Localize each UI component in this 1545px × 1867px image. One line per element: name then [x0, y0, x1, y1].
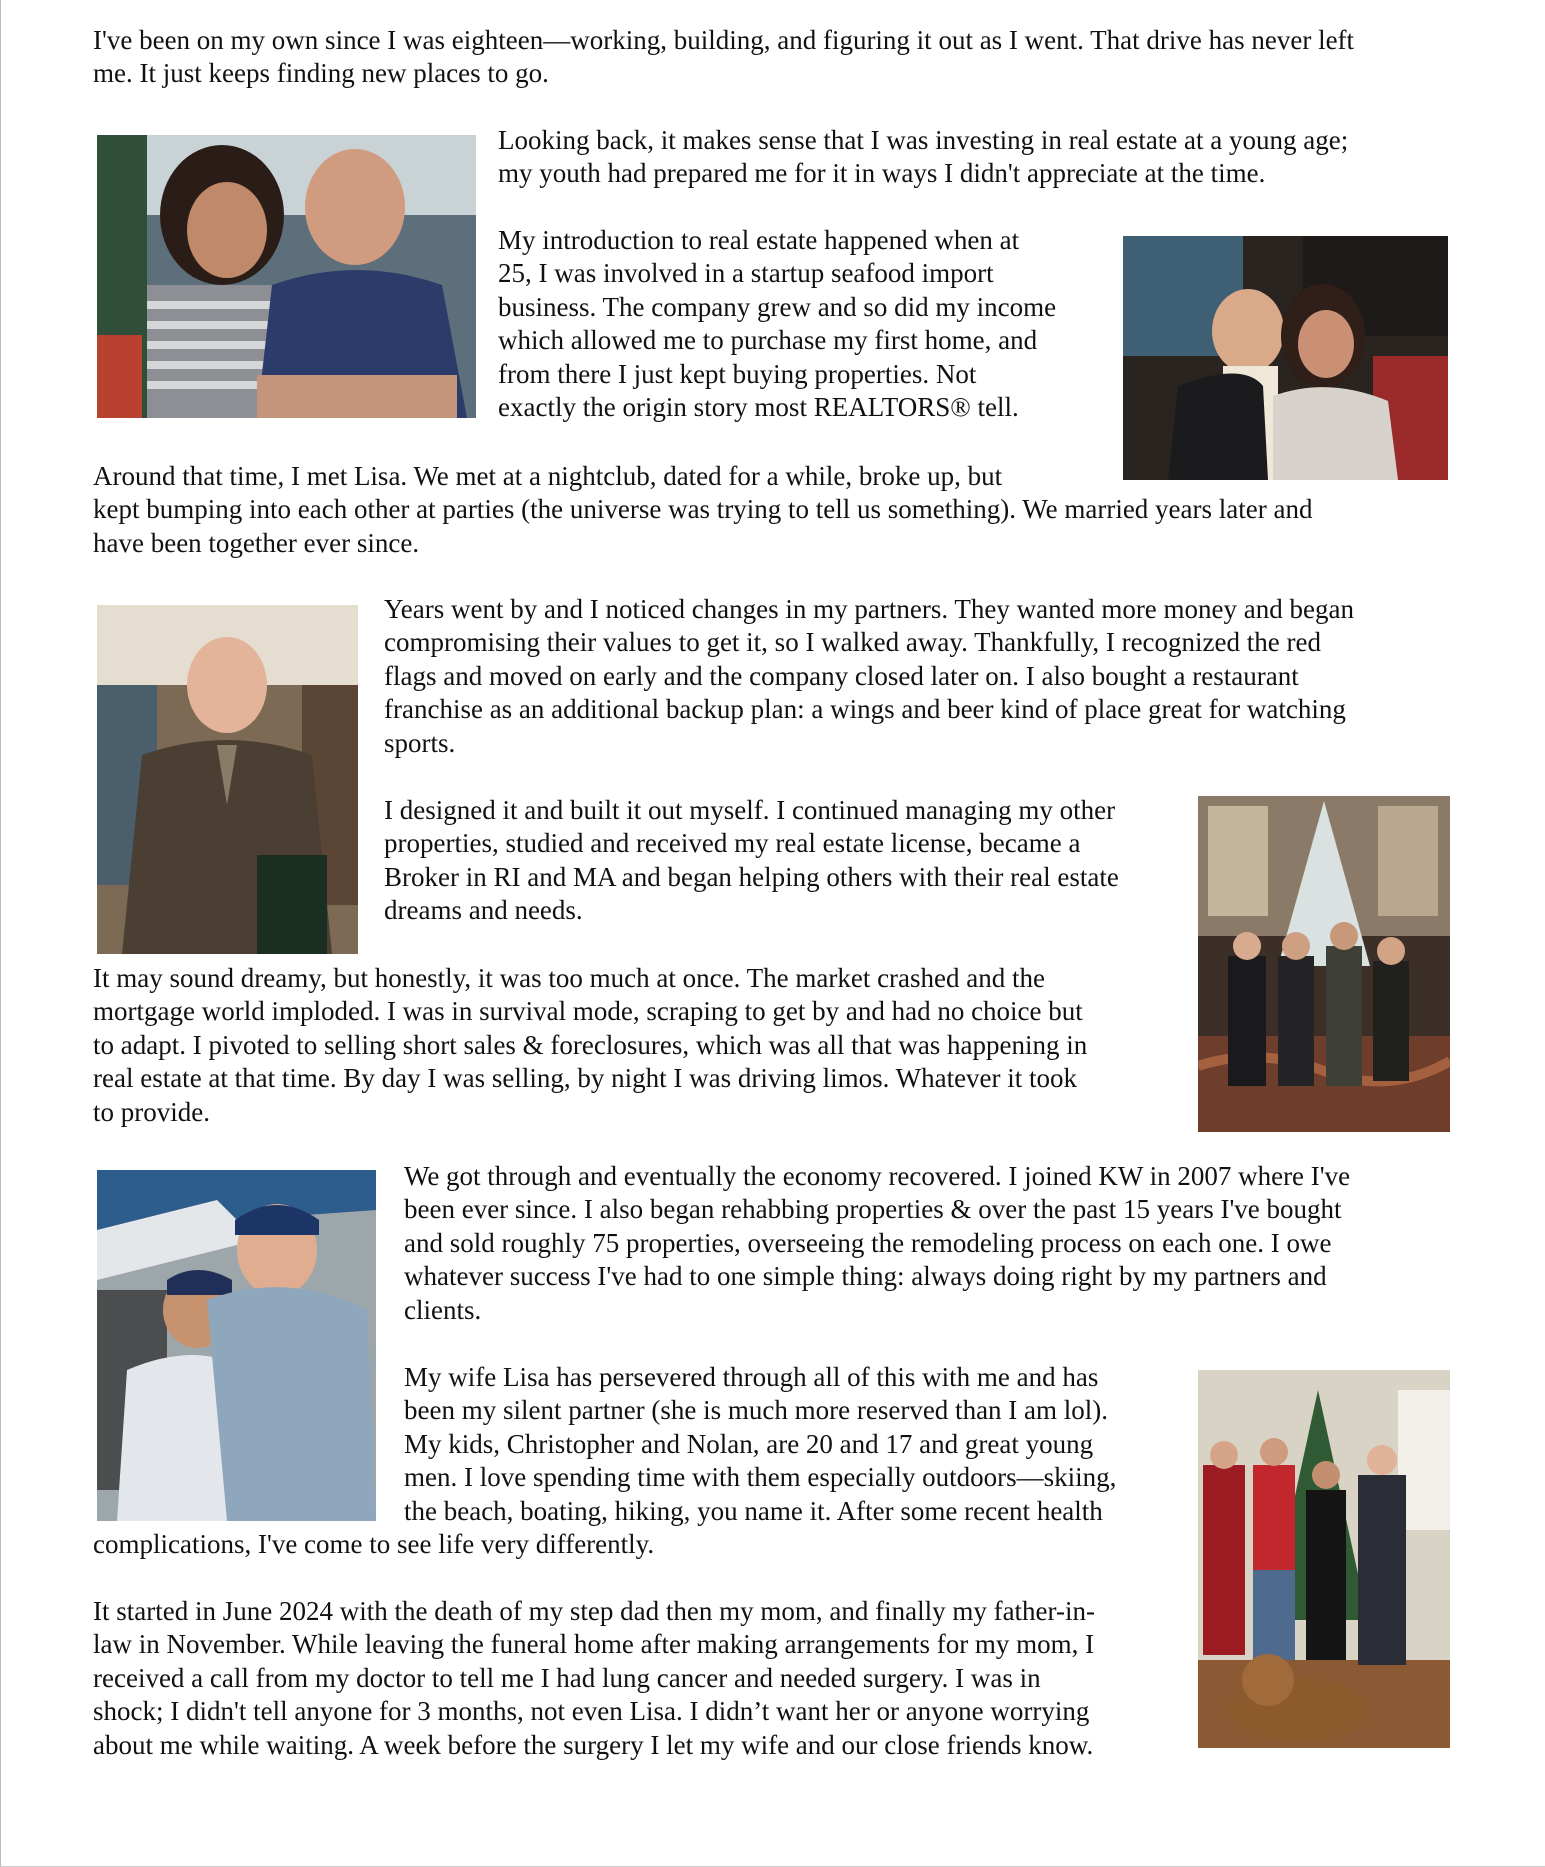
paragraph-market-crashed: It may sound dreamy, but honestly, it was too much at once. The market crashed and the mortgage world imploded. I was in survival mode, scraping to get by and had no choice but to adapt. I pivoted to selling short sales & foreclosures, which was all that was happening in real estate at that time. By day I was selling, by night I was driving limos. Whatever it took to provide. — [93, 963, 1088, 1127]
photo-man-fleece — [97, 605, 358, 954]
photo-family-christmas-home — [1198, 1370, 1450, 1748]
paragraph-met-lisa: Around that time, I met Lisa. We met at a nightclub, dated for a while, broke up, but kept bumping into each other at parties (the universe was trying to tell us something). We married years later and have been together ever since. — [93, 461, 1313, 558]
photo-couple-restaurant — [1123, 236, 1448, 480]
paragraph-economy-recovered: We got through and eventually the economy recovered. I joined KW in 2007 where I've been ever since. I also began rehabbing properties & over the past 15 years I've bought and sold roughly 75 properties, overseeing the remodeling process on each one. I owe whatever success I've had to one simple thing: always doing right by my partners and clients. — [404, 1161, 1351, 1325]
paragraph-own-since-eighteen: I've been on my own since I was eighteen—working, building, and figuring it out as I went. That drive has never left me. It just keeps finding new places to go. — [93, 25, 1355, 89]
paragraph-introduction-real-estate: My introduction to real estate happened when at 25, I was involved in a startup seafood import business. The company grew and so did my income which allowed me to purchase my first home, and from there I just kept buying properties. Not exactly the origin story most REALTORS® tell. — [498, 225, 1057, 423]
paragraph-years-went-by: Years went by and I noticed changes in my partners. They wanted more money and began compromising their values to get it, so I walked away. Thankfully, I recognized the red flags and moved on early and the company closed later on. I also bought a restaurant franchise as an additional backup plan: a wings and beer kind of place great for watching sports. — [384, 594, 1354, 758]
paragraph-june-2024: It started in June 2024 with the death of my step dad then my mom, and finally my father-in- law in November. While leaving the funeral home after making arrangements for my mom, I received a call from my doctor to tell me I had lung cancer and needed surgery. I was in shock; I didn't tell anyone for 3 months, not even Lisa. I didn’t want her or anyone worrying about me while waiting. A week before the surgery I let my wife and our close friends know. — [93, 1596, 1095, 1760]
paragraph-wife-lisa: My wife Lisa has persevered through all of this with me and has been my silent partner (she is much more reserved than I am lol). My kids, Christopher and Nolan, are 20 and 17 and great young men. I love spending time with them especially outdoors—skiing, the beach, boating, hiking, you name it. After some recent health — [404, 1362, 1117, 1526]
photo-couple-tailgate — [97, 1170, 376, 1521]
photo-couple-outdoor — [97, 135, 476, 418]
paragraph-designed-restaurant: I designed it and built it out myself. I continued managing my other properties, studied and received my real estate license, became a Broker in RI and MA and began helping others with their real estate dreams and needs. — [384, 795, 1119, 926]
paragraph-health-complications: complications, I've come to see life very differently. — [93, 1529, 655, 1559]
photo-family-christmas-lobby — [1198, 796, 1450, 1132]
paragraph-looking-back: Looking back, it makes sense that I was investing in real estate at a young age; my youth had prepared me for it in ways I didn't appreciate at the time. — [498, 125, 1349, 189]
